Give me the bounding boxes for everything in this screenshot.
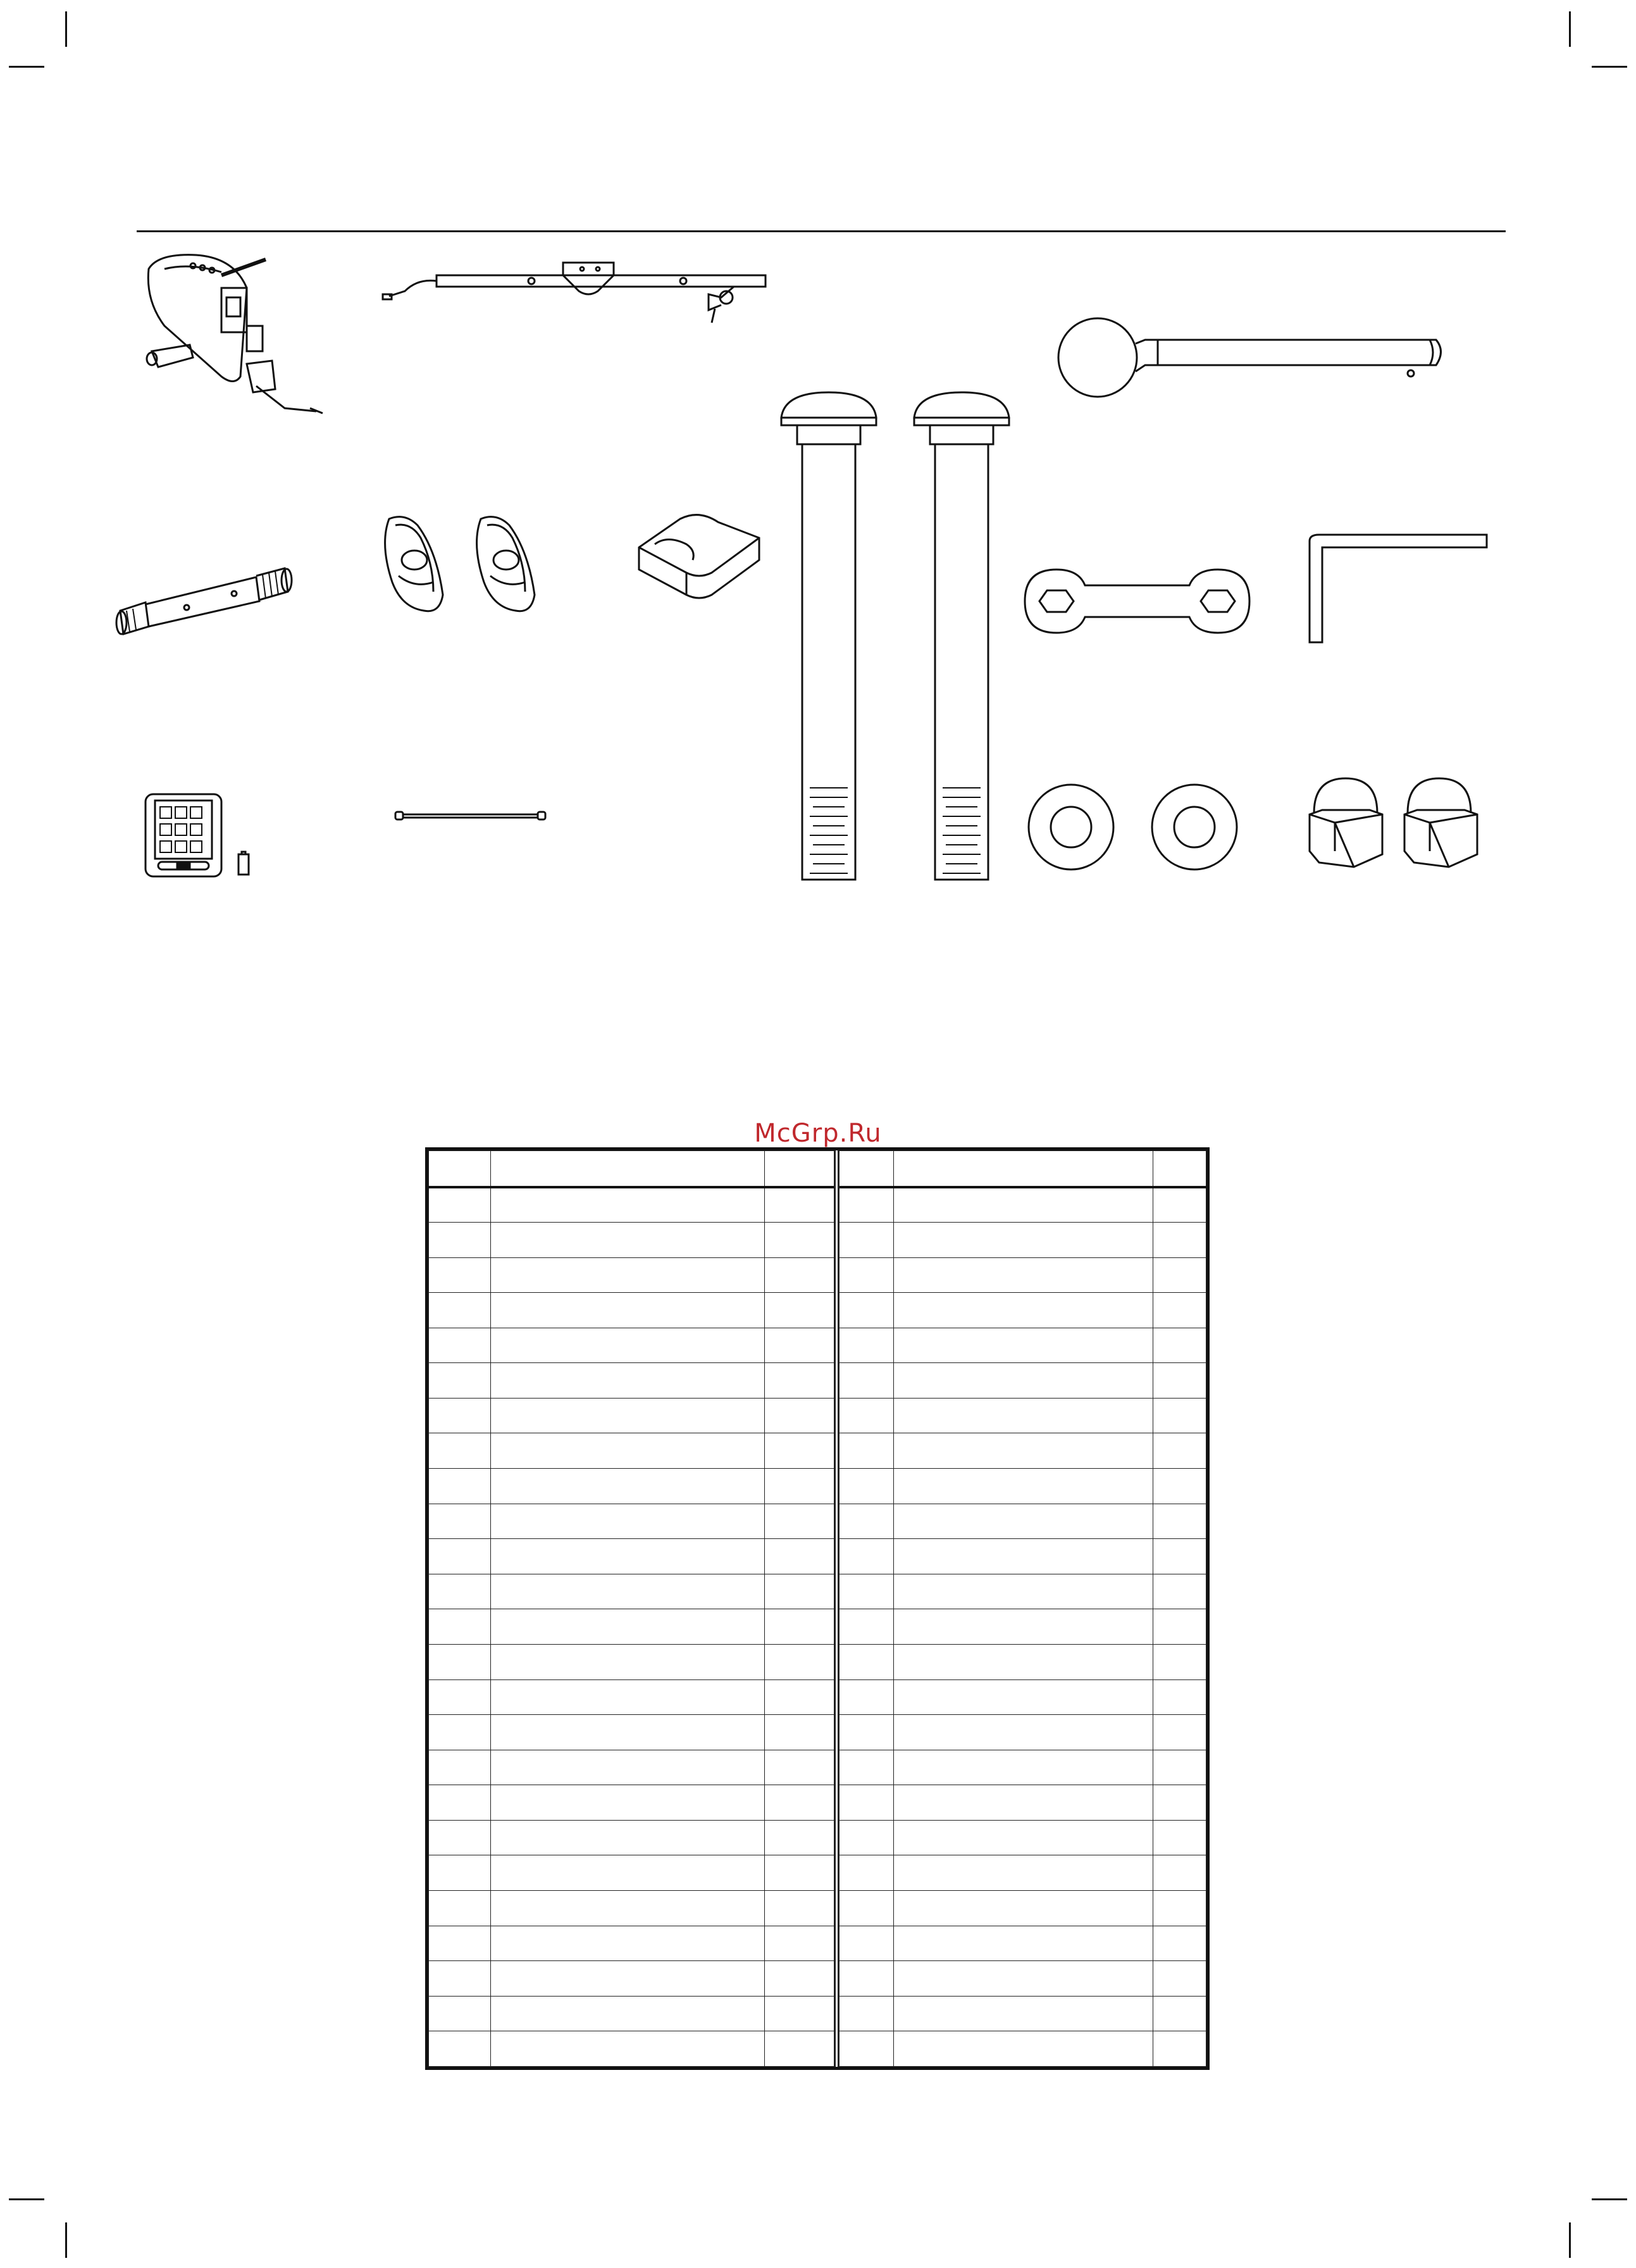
long-bolt-2-illustration — [911, 389, 1012, 883]
table-cell — [491, 1363, 765, 1399]
table-cell — [429, 1926, 491, 1961]
table-cell — [491, 1433, 765, 1469]
table-cell — [429, 1293, 491, 1328]
table-cell — [1153, 1328, 1206, 1363]
rower-main-body-illustration — [139, 250, 329, 421]
table-cell — [765, 1996, 837, 2031]
table-cell — [837, 1187, 894, 1223]
table-cell — [1153, 1398, 1206, 1433]
table-cell — [837, 1750, 894, 1785]
table-cell — [765, 1961, 837, 1997]
table-cell — [894, 2031, 1153, 2067]
header-cell — [894, 1151, 1153, 1187]
table-cell — [837, 1257, 894, 1293]
table-cell — [894, 1574, 1153, 1609]
cable-rod-illustration — [392, 807, 550, 826]
table-cell — [894, 1679, 1153, 1715]
table-cell — [1153, 1644, 1206, 1679]
table-cell — [765, 1855, 837, 1891]
table-cell — [491, 1328, 765, 1363]
table-cell — [1153, 1504, 1206, 1539]
table-row — [429, 1820, 1206, 1855]
table-cell — [429, 1257, 491, 1293]
table-cell — [491, 1187, 765, 1223]
table-cell — [837, 1433, 894, 1469]
table-cell — [1153, 1293, 1206, 1328]
table-cell — [1153, 1715, 1206, 1750]
watermark-text: McGrp.Ru — [754, 1119, 882, 1148]
parts-list-table — [425, 1147, 1210, 2070]
table-row — [429, 1398, 1206, 1433]
table-cell — [429, 1715, 491, 1750]
table-cell — [429, 1679, 491, 1715]
table-cell — [837, 1609, 894, 1645]
crop-mark-bottom-left-v — [65, 2222, 67, 2258]
table-cell — [765, 1715, 837, 1750]
crop-mark-bottom-right-h — [1592, 2198, 1627, 2200]
table-row — [429, 1750, 1206, 1785]
table-row — [429, 1469, 1206, 1504]
table-cell — [837, 1926, 894, 1961]
table-cell — [429, 1644, 491, 1679]
table-cell — [837, 1504, 894, 1539]
table-cell — [837, 1222, 894, 1257]
header-cell — [429, 1151, 491, 1187]
table-cell — [837, 1785, 894, 1821]
crop-mark-top-right-h — [1592, 66, 1627, 68]
table-row — [429, 1293, 1206, 1328]
table-cell — [894, 1855, 1153, 1891]
computer-monitor-illustration — [142, 791, 263, 880]
table-cell — [429, 1539, 491, 1574]
table-cell — [491, 1469, 765, 1504]
table-row — [429, 1785, 1206, 1821]
table-row — [429, 1679, 1206, 1715]
table-cell — [491, 1609, 765, 1645]
foot-pedals-illustration — [380, 513, 569, 620]
table-cell — [1153, 1222, 1206, 1257]
table-cell — [1153, 1257, 1206, 1293]
table-cell — [429, 1855, 491, 1891]
table-cell — [765, 2031, 837, 2067]
table-cell — [837, 1539, 894, 1574]
table-cell — [429, 1187, 491, 1223]
table-cell — [894, 1961, 1153, 1997]
table-cell — [837, 1363, 894, 1399]
table-row — [429, 1574, 1206, 1609]
table-cell — [894, 1644, 1153, 1679]
table-cell — [429, 1504, 491, 1539]
table-cell — [894, 1820, 1153, 1855]
table-cell — [491, 1257, 765, 1293]
table-row — [429, 1539, 1206, 1574]
table-cell — [429, 1609, 491, 1645]
table-cell — [491, 1679, 765, 1715]
table-cell — [894, 1504, 1153, 1539]
table-cell — [765, 1398, 837, 1433]
table-cell — [429, 1398, 491, 1433]
table-cell — [429, 1574, 491, 1609]
header-cell — [491, 1151, 765, 1187]
table-cell — [837, 1996, 894, 2031]
table-cell — [1153, 1820, 1206, 1855]
header-cell — [765, 1151, 837, 1187]
table-row — [429, 1961, 1206, 1997]
table-cell — [491, 1222, 765, 1257]
table-cell — [1153, 1574, 1206, 1609]
header-cell — [837, 1151, 894, 1187]
table-cell — [491, 1855, 765, 1891]
table-cell — [765, 1469, 837, 1504]
table-cell — [1153, 1187, 1206, 1223]
table-cell — [894, 1363, 1153, 1399]
table-row — [429, 1222, 1206, 1257]
table-cell — [491, 1715, 765, 1750]
table-cell — [894, 1750, 1153, 1785]
table-row — [429, 1890, 1206, 1926]
table-cell — [837, 1679, 894, 1715]
table-cell — [765, 1609, 837, 1645]
table-cell — [894, 1328, 1153, 1363]
table-cell — [429, 1328, 491, 1363]
table-cell — [1153, 1785, 1206, 1821]
table-row — [429, 1644, 1206, 1679]
table-cell — [429, 1785, 491, 1821]
table-row — [429, 1328, 1206, 1363]
table-cell — [1153, 1996, 1206, 2031]
table-cell — [837, 1293, 894, 1328]
table-cell — [491, 1890, 765, 1926]
table-cell — [765, 1679, 837, 1715]
table-cell — [837, 1644, 894, 1679]
table-cell — [491, 1820, 765, 1855]
washers-illustration — [1025, 782, 1240, 873]
table-cell — [1153, 1855, 1206, 1891]
table-cell — [765, 1504, 837, 1539]
table-cell — [894, 1433, 1153, 1469]
table-cell — [837, 1890, 894, 1926]
table-cell — [765, 1433, 837, 1469]
table-cell — [429, 1363, 491, 1399]
table-cell — [1153, 1926, 1206, 1961]
long-bolt-1-illustration — [778, 389, 879, 883]
table-cell — [491, 1926, 765, 1961]
table-cell — [491, 1785, 765, 1821]
table-cell — [1153, 1363, 1206, 1399]
table-cell — [765, 1363, 837, 1399]
table-row — [429, 1855, 1206, 1891]
table-cell — [765, 1257, 837, 1293]
table-cell — [894, 1293, 1153, 1328]
table-cell — [491, 1539, 765, 1574]
table-row — [429, 1926, 1206, 1961]
table-cell — [429, 1890, 491, 1926]
table-cell — [1153, 1750, 1206, 1785]
table-cell — [491, 1996, 765, 2031]
table-cell — [894, 1398, 1153, 1433]
table-cell — [837, 1574, 894, 1609]
table-header-row — [429, 1151, 1206, 1187]
table-cell — [491, 1293, 765, 1328]
table-row — [429, 1363, 1206, 1399]
cap-nuts-illustration — [1306, 775, 1493, 870]
table-cell — [429, 1961, 491, 1997]
table-cell — [1153, 1609, 1206, 1645]
table-cell — [491, 1644, 765, 1679]
table-cell — [894, 1469, 1153, 1504]
table-cell — [765, 1750, 837, 1785]
table-cell — [1153, 1433, 1206, 1469]
table-row — [429, 1715, 1206, 1750]
table-cell — [837, 1398, 894, 1433]
table-cell — [765, 1926, 837, 1961]
crop-mark-bottom-right-v — [1569, 2222, 1571, 2258]
table-cell — [429, 1996, 491, 2031]
table-row — [429, 1187, 1206, 1223]
table-cell — [765, 1820, 837, 1855]
table-cell — [1153, 2031, 1206, 2067]
table-cell — [1153, 1539, 1206, 1574]
table-cell — [894, 1609, 1153, 1645]
table-cell — [429, 1750, 491, 1785]
table-cell — [1153, 1961, 1206, 1997]
table-cell — [894, 1187, 1153, 1223]
crop-mark-top-left-h — [9, 66, 44, 68]
table-cell — [491, 1574, 765, 1609]
table-cell — [894, 1222, 1153, 1257]
table-cell — [429, 1469, 491, 1504]
table-cell — [765, 1328, 837, 1363]
table-cell — [837, 2031, 894, 2067]
table-cell — [765, 1539, 837, 1574]
header-cell — [1153, 1151, 1206, 1187]
table-cell — [894, 1539, 1153, 1574]
table-cell — [1153, 1890, 1206, 1926]
crop-mark-top-left-v — [65, 11, 67, 47]
table-cell — [837, 1855, 894, 1891]
table-cell — [429, 2031, 491, 2067]
handle-bar-illustration — [1057, 313, 1449, 402]
table-cell — [894, 1890, 1153, 1926]
wrench-illustration — [1022, 566, 1253, 636]
table-cell — [1153, 1679, 1206, 1715]
table-cell — [491, 1398, 765, 1433]
table-cell — [894, 1715, 1153, 1750]
table-cell — [837, 1469, 894, 1504]
stabilizer-tube-illustration — [114, 563, 297, 639]
crop-mark-top-right-v — [1569, 11, 1571, 47]
table-cell — [765, 1644, 837, 1679]
table-cell — [765, 1187, 837, 1223]
table-cell — [429, 1222, 491, 1257]
table-row — [429, 1433, 1206, 1469]
table-cell — [491, 1504, 765, 1539]
crop-mark-bottom-left-h — [9, 2198, 44, 2200]
table-cell — [837, 1328, 894, 1363]
table-cell — [894, 1996, 1153, 2031]
rail-illustration — [380, 259, 772, 329]
table-row — [429, 1609, 1206, 1645]
table-cell — [491, 1750, 765, 1785]
table-cell — [1153, 1469, 1206, 1504]
table-cell — [765, 1785, 837, 1821]
table-row — [429, 1257, 1206, 1293]
table-cell — [429, 1433, 491, 1469]
header-rule — [137, 230, 1506, 232]
table-row — [429, 1996, 1206, 2031]
table-row — [429, 1504, 1206, 1539]
table-cell — [491, 1961, 765, 1997]
table-cell — [894, 1257, 1153, 1293]
allen-key-illustration — [1306, 532, 1490, 645]
table-cell — [765, 1890, 837, 1926]
table-cell — [765, 1574, 837, 1609]
table-cell — [894, 1926, 1153, 1961]
table-cell — [837, 1715, 894, 1750]
table-cell — [894, 1785, 1153, 1821]
table-row — [429, 2031, 1206, 2067]
table-cell — [837, 1820, 894, 1855]
table-cell — [837, 1961, 894, 1997]
seat-pad-illustration — [636, 509, 762, 604]
table-cell — [491, 2031, 765, 2067]
table-cell — [429, 1820, 491, 1855]
table-cell — [765, 1222, 837, 1257]
table-cell — [765, 1293, 837, 1328]
